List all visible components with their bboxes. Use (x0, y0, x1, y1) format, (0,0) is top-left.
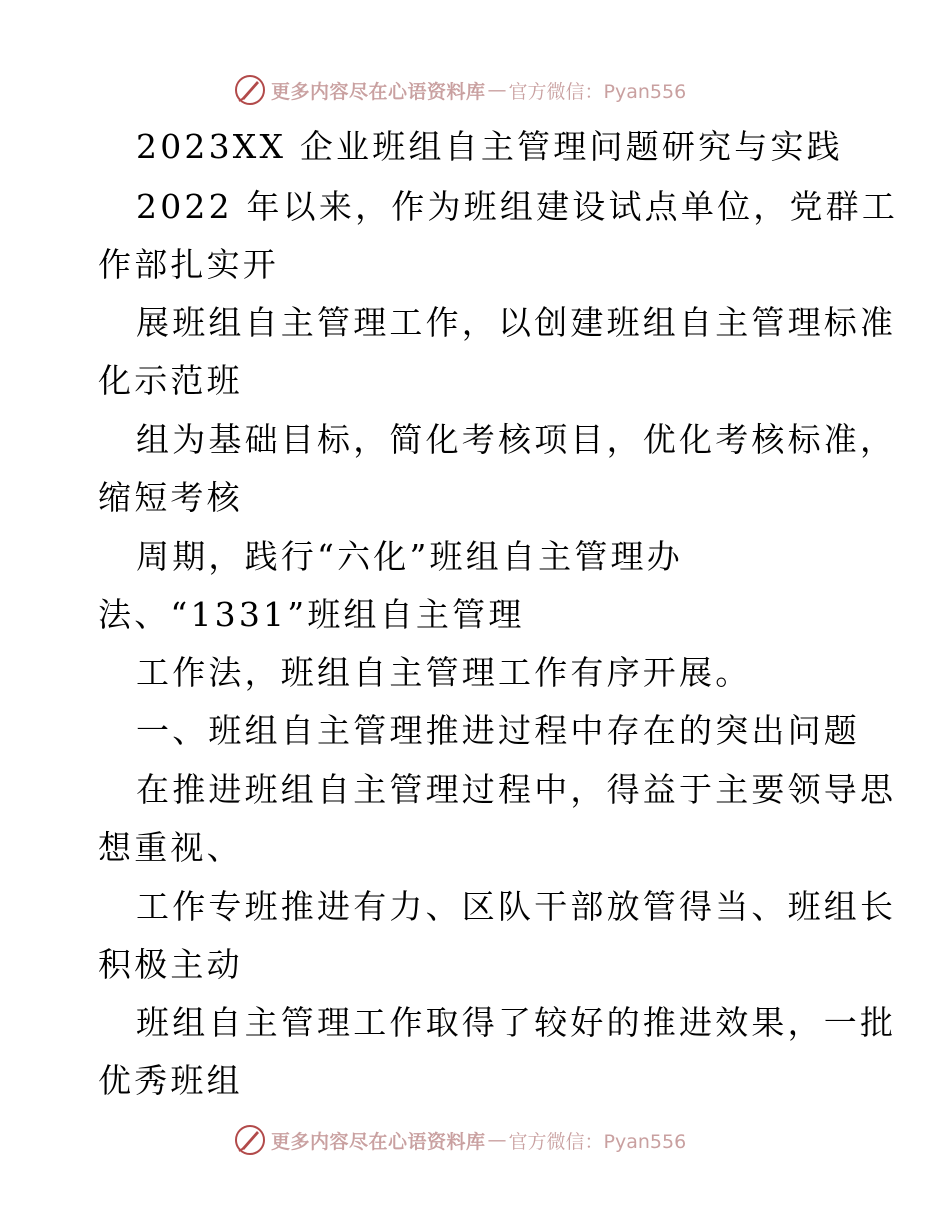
watermark-dash: — (487, 79, 507, 101)
watermark-main-text: 更多内容尽在心语资料库 (271, 80, 486, 103)
paragraph-line: 法、“1331”班组自主管理 (98, 595, 525, 634)
paragraph-line: 工作专班推进有力、区队干部放管得当、班组长 (136, 887, 897, 926)
paragraph-line: 组为基础目标，简化考核项目，优化考核标准， (136, 420, 897, 459)
paragraph-line: 在推进班组自主管理过程中，得益于主要领导思 (136, 770, 897, 809)
footer-watermark (233, 1120, 686, 1160)
paragraph-line: 周期，践行“六化”班组自主管理办 (136, 537, 683, 576)
paragraph-line: 缩短考核 (98, 478, 243, 517)
paragraph-line: 优秀班组 (98, 1061, 243, 1100)
paragraph-line: 工作法，班组自主管理工作有序开展。 (136, 653, 752, 692)
watermark-suffix-text: 官方微信：Pyan556 (508, 80, 687, 103)
paragraph-line: 化示范班 (98, 361, 243, 400)
watermark-main-text: 更多内容尽在心语资料库 (271, 1130, 486, 1153)
paragraph-line: 2022 年以来，作为班组建设试点单位，党群工 (136, 187, 899, 226)
paragraph-line: 作部扎实开 (98, 245, 279, 284)
watermark-dash: — (487, 1129, 507, 1151)
quill-logo-icon (233, 1123, 267, 1157)
paragraph-line: 积极主动 (98, 945, 243, 984)
section-heading: 一、班组自主管理推进过程中存在的突出问题 (136, 711, 860, 750)
paragraph-line: 展班组自主管理工作，以创建班组自主管理标准 (136, 303, 897, 342)
paragraph-line: 想重视、 (98, 828, 243, 867)
paragraph-line: 班组自主管理工作取得了较好的推进效果，一批 (136, 1003, 897, 1042)
document-title: 2023XX 企业班组自主管理问题研究与实践 (136, 127, 843, 166)
watermark-suffix-text: 官方微信：Pyan556 (508, 1130, 687, 1153)
